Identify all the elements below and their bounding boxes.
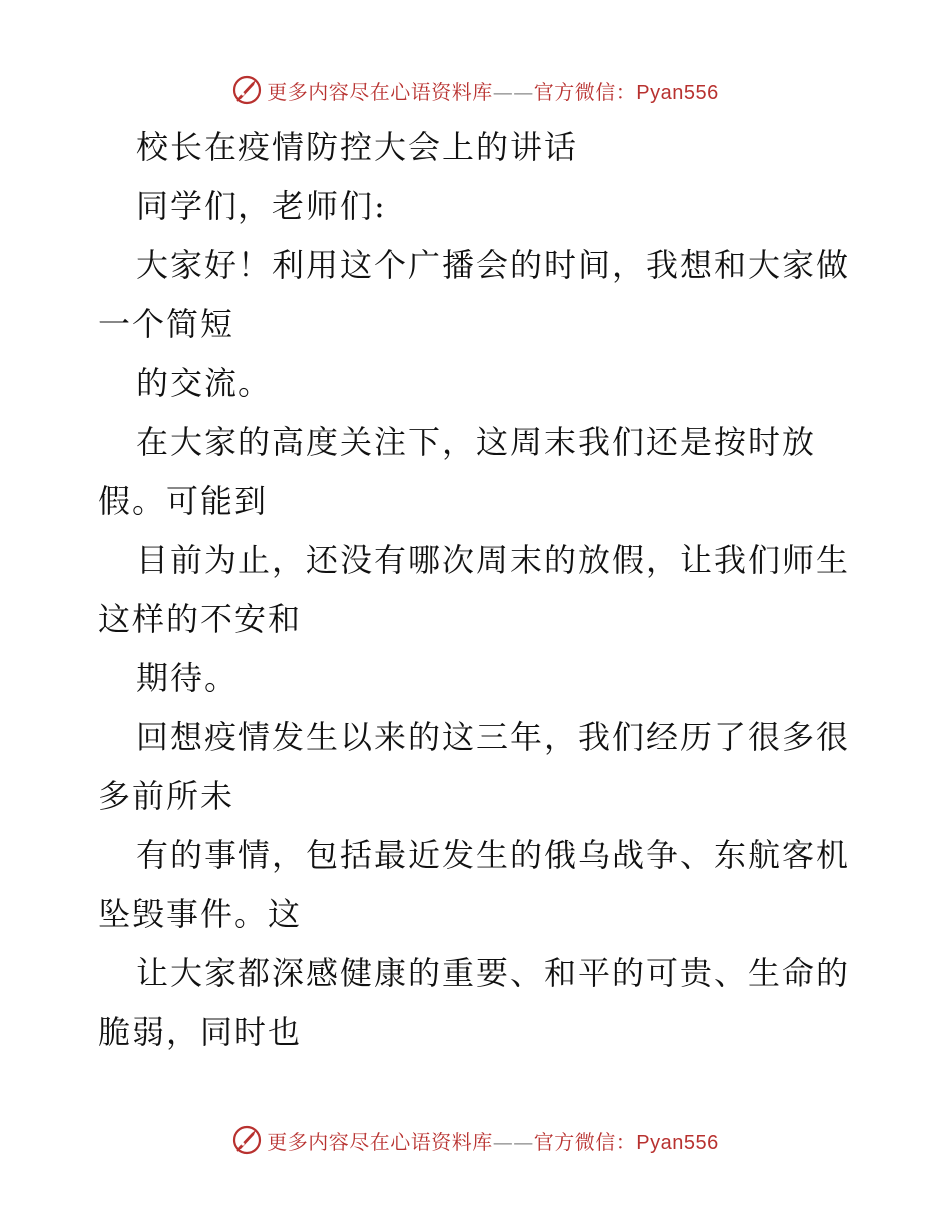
paragraph-line: 这样的不安和 — [98, 600, 303, 638]
paragraph-line: 大家好！利用这个广播会的时间，我想和大家做 — [136, 246, 851, 284]
quill-pen-logo-icon — [231, 1124, 263, 1156]
document-body — [98, 118, 858, 1062]
paragraph-line: 期待。 — [136, 659, 239, 697]
paragraph-line: 脆弱，同时也 — [98, 1013, 303, 1051]
paragraph-line: 一个简短 — [98, 305, 235, 343]
paragraph-line: 让大家都深感健康的重要、和平的可贵、生命的 — [136, 954, 851, 992]
header-watermark — [0, 70, 950, 110]
paragraph-line: 有的事情，包括最近发生的俄乌战争、东航客机 — [136, 836, 851, 874]
watermark-text: 更多内容尽在心语资料库——官方微信：Pyan556 — [267, 79, 719, 104]
quill-pen-logo-icon — [231, 74, 263, 106]
paragraph-line: 的交流。 — [136, 364, 273, 402]
paragraph-line: 坠毁事件。这 — [98, 895, 303, 933]
watermark-text: 更多内容尽在心语资料库——官方微信：Pyan556 — [267, 1129, 719, 1154]
paragraph-line: 目前为止，还没有哪次周末的放假，让我们师生 — [136, 541, 851, 579]
paragraph-line: 假。可能到 — [98, 482, 269, 520]
footer-watermark — [0, 1120, 950, 1160]
salutation: 同学们，老师们: — [136, 187, 387, 225]
paragraph-line: 回想疫情发生以来的这三年，我们经历了很多很 — [136, 718, 851, 756]
paragraph-line: 多前所未 — [98, 777, 235, 815]
paragraph-line: 在大家的高度关注下，这周末我们还是按时放 — [136, 423, 817, 461]
document-title: 校长在疫情防控大会上的讲话 — [136, 128, 579, 166]
